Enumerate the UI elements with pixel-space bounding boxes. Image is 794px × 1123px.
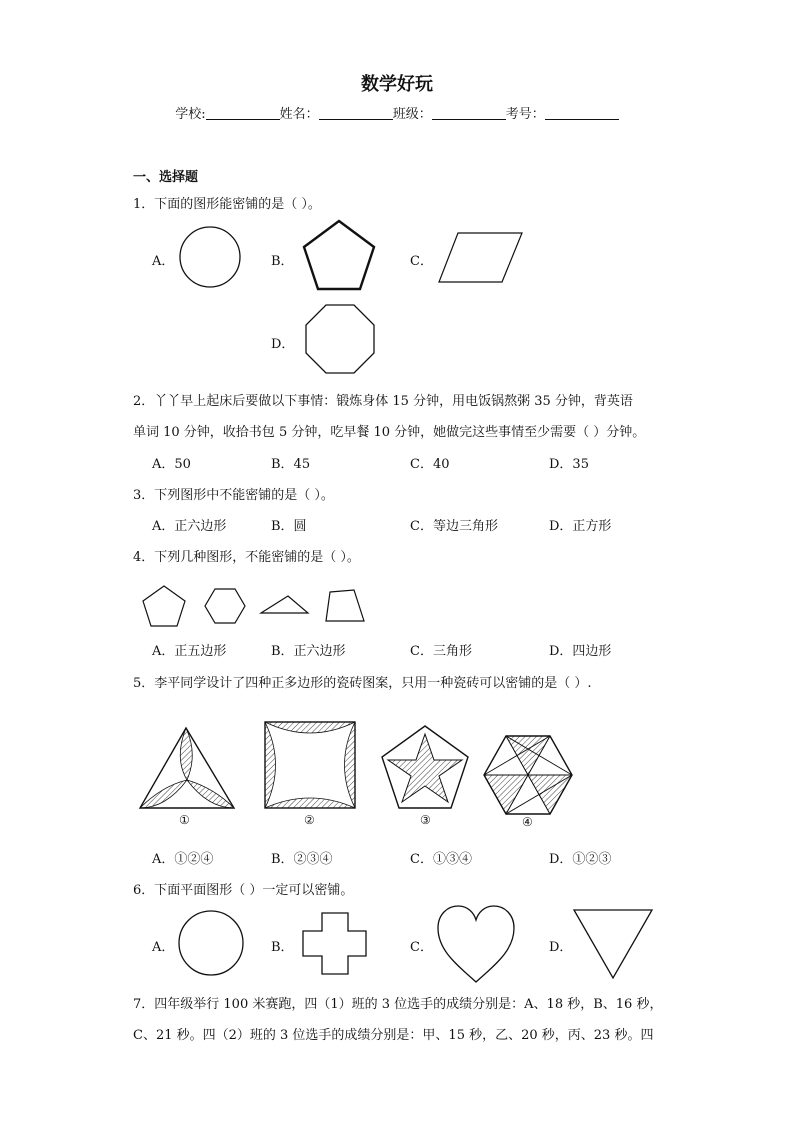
q4-option-d[interactable]: D．四边形: [549, 644, 612, 659]
question-2-stem-line-1: 2．丫丫早上起床后要做以下事情：锻炼身体 15 分钟，用电饭锅熬粥 35 分钟，背英语: [133, 394, 633, 409]
q5-option-a[interactable]: A．①②④: [152, 852, 214, 867]
q4-option-a[interactable]: A．正五边形: [152, 644, 227, 659]
q5-option-c[interactable]: C．①③④: [410, 852, 472, 867]
q6-option-d-label: D．: [549, 940, 573, 955]
q3-option-b[interactable]: B．圆: [271, 519, 307, 534]
q2-option-d[interactable]: D．35: [549, 457, 589, 472]
pentagon-icon: [302, 219, 376, 291]
figure-label-3: ③: [420, 813, 431, 827]
question-1-stem: 1．下面的图形能密铺的是（ ）。: [133, 197, 321, 212]
q3-option-a[interactable]: A．正六边形: [152, 519, 227, 534]
figure-label-2: ②: [304, 813, 315, 827]
q5-option-d[interactable]: D．①②③: [549, 852, 612, 867]
question-2-stem-line-2: 单词 10 分钟，收拾书包 5 分钟，吃早餐 10 分钟，她做完这些事情至少需要（ ）分钟。: [133, 425, 646, 440]
q1-option-d-label: D．: [271, 337, 295, 352]
q1-option-b-label: B．: [271, 254, 294, 269]
q6-option-a-label: A．: [152, 940, 175, 955]
cross-icon: [302, 912, 368, 976]
q4-option-c[interactable]: C．三角形: [410, 644, 472, 659]
q3-option-c[interactable]: C．等边三角形: [410, 519, 498, 534]
q1-option-c-label: C．: [410, 254, 433, 269]
name-blank: [319, 107, 393, 120]
name-label: 姓名：: [279, 107, 319, 122]
triangle-icon: [260, 594, 310, 616]
regular-pentagon-icon: [140, 584, 188, 630]
hexagon-tile-figure: [482, 734, 574, 816]
class-blank: [432, 107, 506, 120]
question-7-stem-line-1: 7．四年级举行 100 米赛跑，四（1）班的 3 位选手的成绩分别是：A、18 秒，B、16 秒，: [133, 997, 663, 1012]
class-label: 班级：: [392, 107, 432, 122]
inverted-triangle-icon: [572, 908, 654, 980]
page-title: 数学好玩: [361, 74, 433, 95]
regular-hexagon-icon: [204, 587, 246, 625]
q4-option-b[interactable]: B．正六边形: [271, 644, 346, 659]
exam-number-blank: [545, 107, 619, 120]
figure-label-4: ④: [522, 815, 533, 829]
circle-icon: [178, 910, 244, 976]
question-7-stem-line-2: C、21 秒。四（2）班的 3 位选手的成绩分别是：甲、15 秒，乙、20 秒，丙、23 秒。四: [133, 1028, 654, 1043]
student-info-line: [0, 103, 794, 122]
question-4-stem: 4．下列几种图形，不能密铺的是（ ）。: [133, 550, 360, 565]
q6-option-c-label: C．: [410, 940, 433, 955]
school-label: 学校:: [175, 107, 206, 122]
octagon-icon: [303, 303, 377, 375]
q2-option-c[interactable]: C．40: [410, 457, 450, 472]
question-5-stem: 5．李平同学设计了四种正多边形的瓷砖图案，只用一种瓷砖可以密铺的是（ ）.: [133, 676, 592, 691]
parallelogram-icon: [438, 232, 524, 284]
section-title: 一、选择题: [133, 170, 199, 185]
question-6-stem: 6．下面平面图形（ ）一定可以密铺。: [133, 883, 354, 898]
question-3-stem: 3．下列图形中不能密铺的是（ ）。: [133, 488, 334, 503]
exam-number-label: 考号：: [505, 107, 545, 122]
heart-icon: [436, 904, 516, 984]
quadrilateral-icon: [324, 588, 366, 624]
q3-option-d[interactable]: D．正方形: [549, 519, 612, 534]
triangle-tile-figure: [138, 724, 238, 812]
figure-label-1: ①: [179, 813, 190, 827]
square-tile-figure: [262, 720, 358, 810]
q6-option-b-label: B．: [271, 940, 294, 955]
q2-option-b[interactable]: B．45: [271, 457, 311, 472]
q2-option-a[interactable]: A．50: [152, 457, 191, 472]
circle-icon: [178, 226, 242, 288]
school-blank: [206, 107, 280, 120]
q5-option-b[interactable]: B．②③④: [271, 852, 333, 867]
q1-option-a-label: A．: [152, 254, 175, 269]
pentagon-star-tile-figure: [380, 724, 470, 810]
